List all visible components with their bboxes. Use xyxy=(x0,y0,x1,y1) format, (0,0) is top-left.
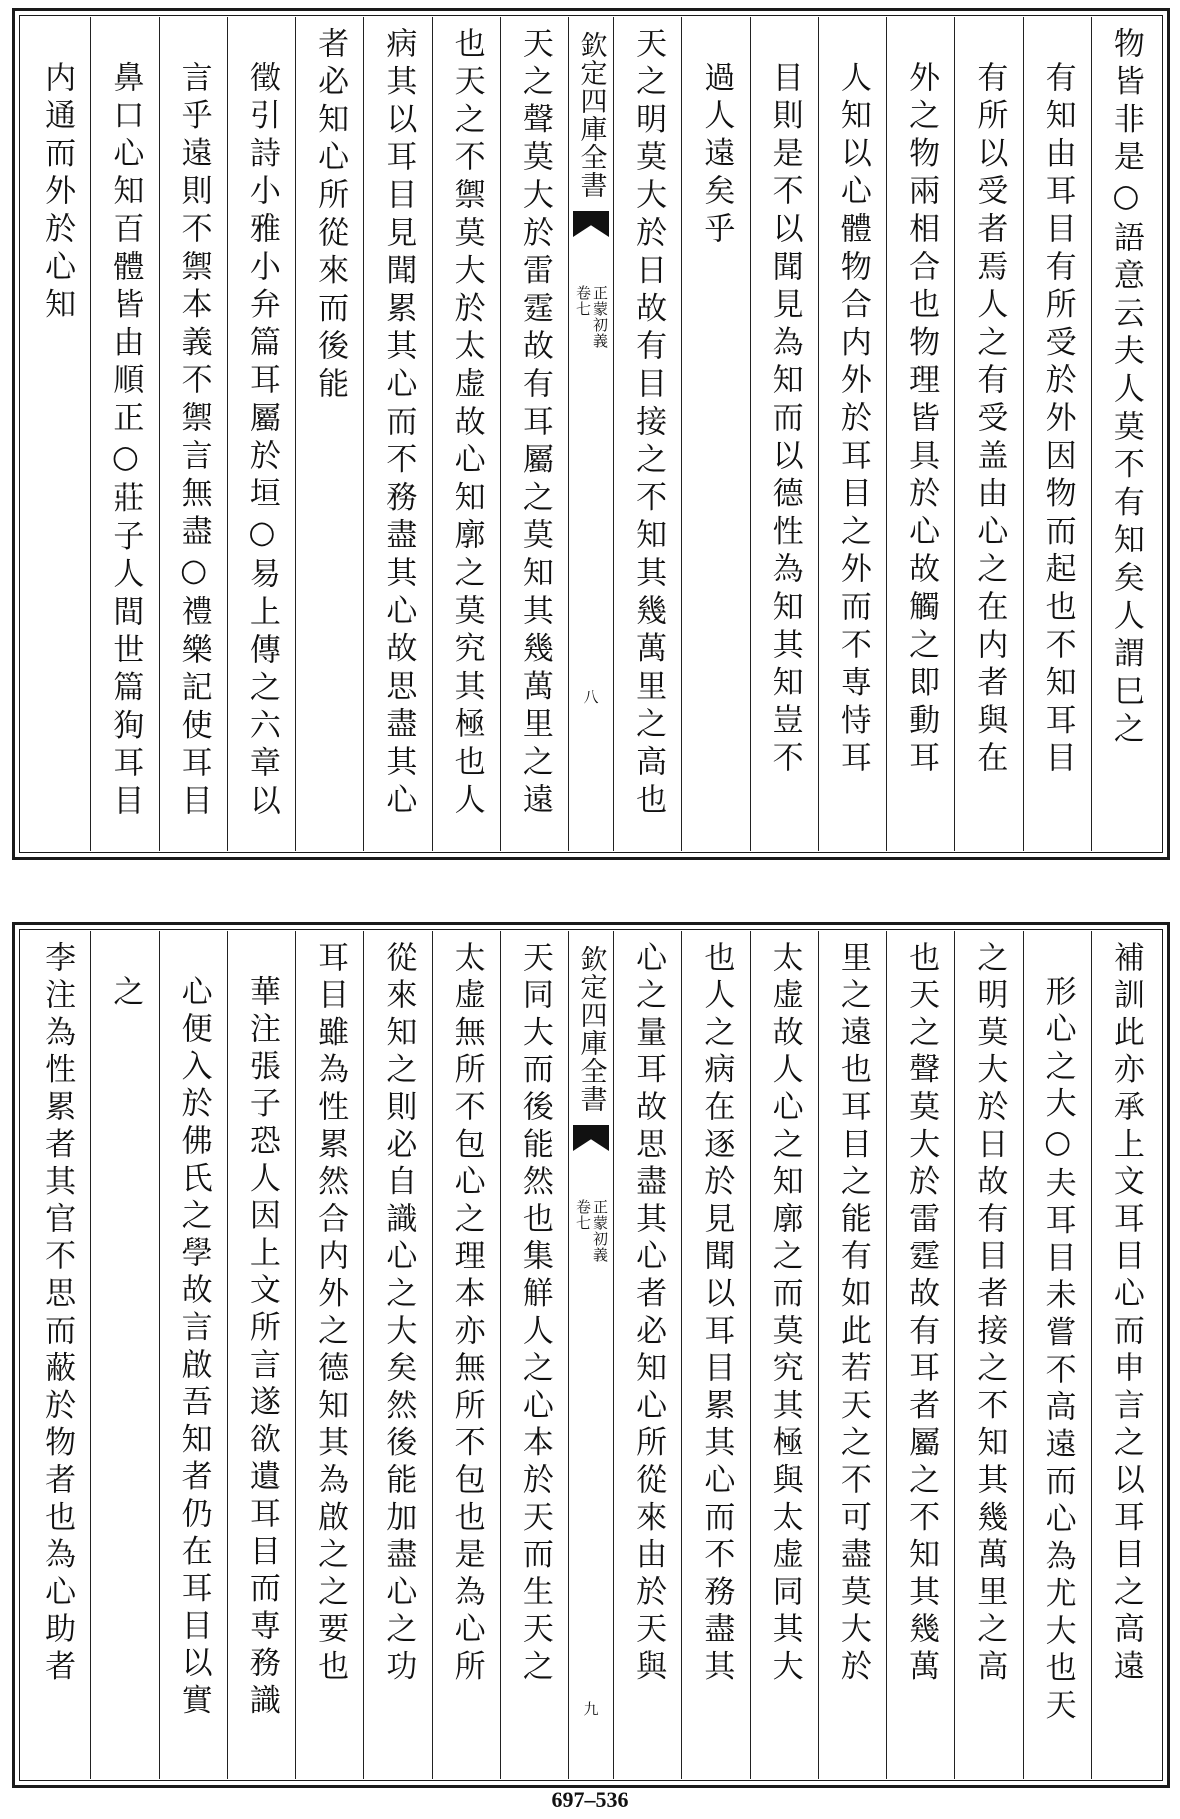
text-column xyxy=(750,931,818,1779)
book-title: 欽定四庫全書 xyxy=(575,945,607,1113)
chapter-label-line: 卷七 xyxy=(574,1199,592,1231)
text-column xyxy=(227,17,295,851)
column-text: 耳目雖為性累然合内外之德知其為啟之之要也 xyxy=(312,941,349,1687)
text-column xyxy=(613,931,681,1779)
text-column xyxy=(295,17,363,851)
chapter-label-line: 正蒙初義 xyxy=(591,1199,609,1263)
column-text: 也天之聲莫大於雷霆故有耳者屬之不知其幾萬 xyxy=(903,941,940,1687)
text-column xyxy=(681,931,749,1779)
column-text: 者必知心所從來而後能 xyxy=(312,27,349,405)
leaf-number: 九 xyxy=(581,1701,600,1716)
column-text: 徵引詩小雅小弁篇耳屬於垣○易上傳之六章以 xyxy=(243,61,280,822)
top-page xyxy=(12,8,1170,860)
center-fold xyxy=(568,931,613,1779)
column-text: 太虚無所不包心之理本亦無所不包也是為心所 xyxy=(448,941,485,1687)
text-column xyxy=(90,931,158,1779)
column-text: 里之遠也耳目之能有如此若天之不可盡莫大於 xyxy=(834,941,871,1687)
text-column xyxy=(681,17,749,851)
leaf-number: 八 xyxy=(581,689,600,704)
text-column xyxy=(1091,17,1159,851)
column-text: 天同大而後能然也集觧人之心本於天而生天之 xyxy=(516,941,553,1687)
text-column xyxy=(295,931,363,1779)
text-column xyxy=(500,17,568,851)
chapter-label-line: 卷七 xyxy=(574,285,592,317)
text-column xyxy=(90,17,158,851)
text-column xyxy=(750,17,818,851)
text-column xyxy=(886,931,954,1779)
text-column xyxy=(23,931,90,1779)
chapter-label xyxy=(575,285,607,349)
column-text: 之 xyxy=(107,975,144,1013)
column-text: 心便入於佛氏之學故言啟吾知者仍在耳目以實 xyxy=(175,975,212,1721)
column-text: 從來知之則必自識心之大矣然後能加盡心之功 xyxy=(380,941,417,1687)
column-text: 天之聲莫大於雷霆故有耳屬之莫知其幾萬里之遠 xyxy=(516,27,553,821)
chapter-label xyxy=(575,1199,607,1263)
column-text: 之明莫大於日故有目者接之不知其幾萬里之高 xyxy=(971,941,1008,1687)
text-column xyxy=(159,17,227,851)
center-fold xyxy=(568,17,613,851)
column-text: 心之量耳故思盡其心者必知心所從來由於天與 xyxy=(630,941,667,1687)
page-number: 697–536 xyxy=(551,1787,629,1812)
text-column xyxy=(954,17,1022,851)
column-text: 有所以受者焉人之有受盖由心之在内者與在 xyxy=(971,61,1008,780)
column-text: 言乎遠則不禦本義不禦言無盡○禮樂記使耳目 xyxy=(175,61,212,822)
text-column xyxy=(23,17,90,851)
column-text: 華注張子恐人因上文所言遂欲遺耳目而専務識 xyxy=(243,975,280,1721)
column-text: 病其以耳目見聞累其心而不務盡其心故思盡其心 xyxy=(380,27,417,821)
text-column xyxy=(363,931,431,1779)
column-text: 補訓此亦承上文耳目心而申言之以耳目之高遠 xyxy=(1107,941,1144,1687)
text-column xyxy=(1023,931,1091,1779)
column-text: 形心之大○夫耳目未嘗不高遠而心為尤大也天 xyxy=(1039,975,1076,1726)
column-text: 外之物兩相合也物理皆具於心故觸之即動耳 xyxy=(903,61,940,780)
text-column xyxy=(613,17,681,851)
text-column xyxy=(818,17,886,851)
text-column xyxy=(1023,17,1091,851)
column-text: 李注為性累者其官不思而蔽於物者也為心助者 xyxy=(39,941,76,1687)
book-title: 欽定四庫全書 xyxy=(575,31,607,199)
text-column xyxy=(432,17,500,851)
text-column xyxy=(954,931,1022,1779)
text-column xyxy=(886,17,954,851)
text-column xyxy=(818,931,886,1779)
text-column xyxy=(159,931,227,1779)
column-text: 有知由耳目有所受於外因物而起也不知耳目 xyxy=(1039,61,1076,780)
column-text: 内通而外於心知 xyxy=(39,61,76,326)
column-text: 太虚故人心之知廓之而莫究其極與太虚同其大 xyxy=(766,941,803,1687)
column-text: 目則是不以聞見為知而以德性為知其知豈不 xyxy=(766,61,803,780)
column-text: 鼻口心知百體皆由順正○莊子人間世篇狥耳目 xyxy=(107,61,144,822)
text-column xyxy=(227,931,295,1779)
text-column xyxy=(432,931,500,1779)
fishtail-mark-icon xyxy=(573,1125,609,1169)
bottom-page xyxy=(12,922,1170,1788)
fishtail-mark-icon xyxy=(573,211,609,255)
column-text: 也天之不禦莫大於太虚故心知廓之莫究其極也人 xyxy=(448,27,485,821)
chapter-label-line: 正蒙初義 xyxy=(591,285,609,349)
column-text: 過人遠矣乎 xyxy=(698,61,735,250)
text-column xyxy=(500,931,568,1779)
column-text: 天之明莫大於日故有目接之不知其幾萬里之高也 xyxy=(630,27,667,821)
column-text: 物皆非是○語意云夫人莫不有知矣人謂巳之 xyxy=(1107,27,1144,751)
column-text: 也人之病在逐於見聞以耳目累其心而不務盡其 xyxy=(698,941,735,1687)
text-column xyxy=(1091,931,1159,1779)
text-column xyxy=(363,17,431,851)
column-text: 人知以心體物合内外於耳目之外而不専恃耳 xyxy=(834,61,871,780)
